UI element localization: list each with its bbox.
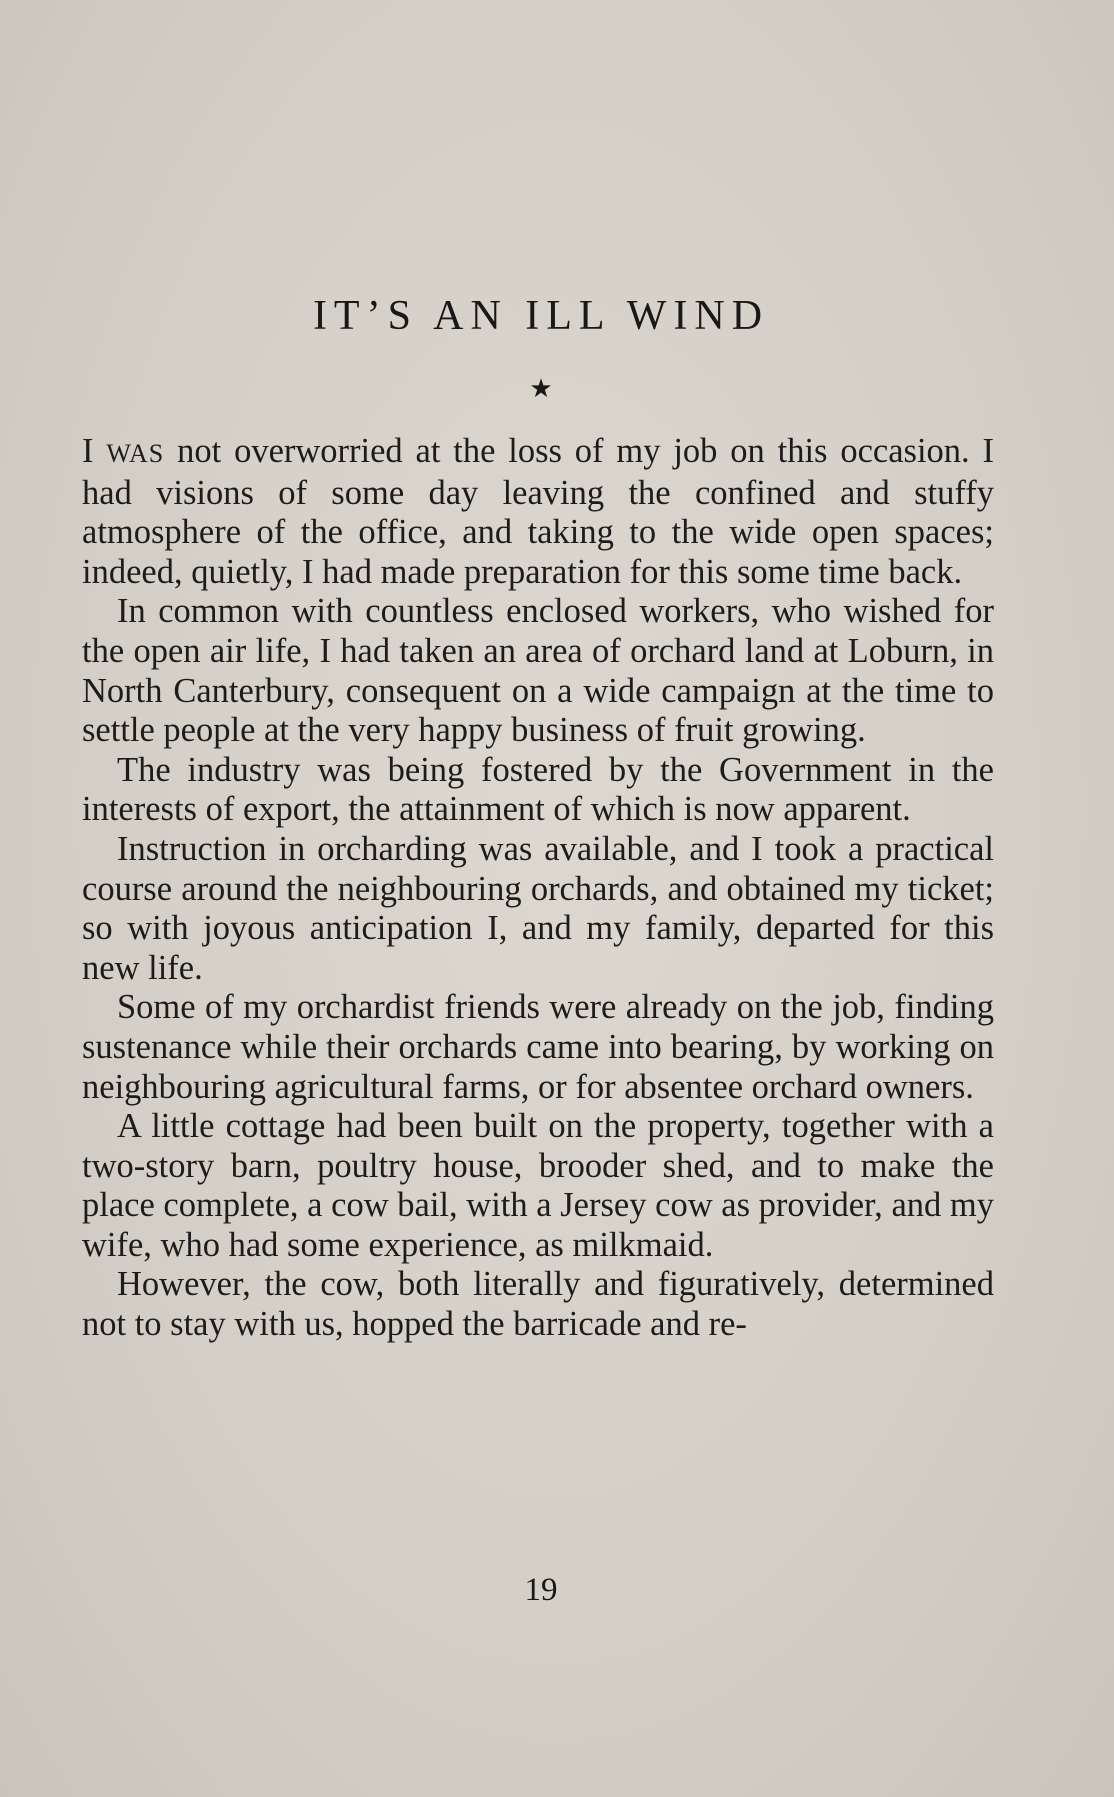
page-number: 19 [524,1572,558,1608]
paragraph-1-text: not overworried at the loss of my job on this occasion. I had visions of some day leaving the confined and stuffy atmosphere of the office, and taking to the wide open spaces; indeed, quietly, I had made preparation for this some time back. [82,432,995,591]
paragraph-7: However, the cow, both literally and figuratively, determined not to stay with us, hopped the barricade and re- [82,1265,994,1344]
opening-letter: I [82,432,94,470]
paragraph-4: Instruction in orcharding was available, and I took a practical course around the neighbouring orchards, and obtained my ticket; so with joyous anticipation I, and my family, departed for this new life. [82,829,994,987]
opening-small-caps: WAS [106,439,165,468]
star-ornament-icon: ★ [529,374,553,403]
paragraph-2: In common with countless enclosed workers, who wished for the open air life, I had taken an area of orchard land at Loburn, in North Canterbury, consequent on a wide campaign at the time to settle people at the very happy business of fruit growing. [82,592,994,750]
paragraph-1 [82,432,994,592]
chapter-title: IT’S AN ILL WIND [312,293,770,339]
paragraph-5: Some of my orchardist friends were already on the job, finding sustenance while their orchards came into bearing, by working on neighbouring agricultural farms, or for absentee orchard owners. [82,988,994,1106]
paragraph-6: A little cottage had been built on the property, together with a two-story barn, poultry house, brooder shed, and to make the place complete, a cow bail, with a Jersey cow as provider, and my wife, who had some experience, as milkmaid. [82,1107,994,1264]
paragraph-3: The industry was being fostered by the Government in the interests of export, the attainment of which is now apparent. [82,750,994,829]
chapter-body [82,432,994,1345]
